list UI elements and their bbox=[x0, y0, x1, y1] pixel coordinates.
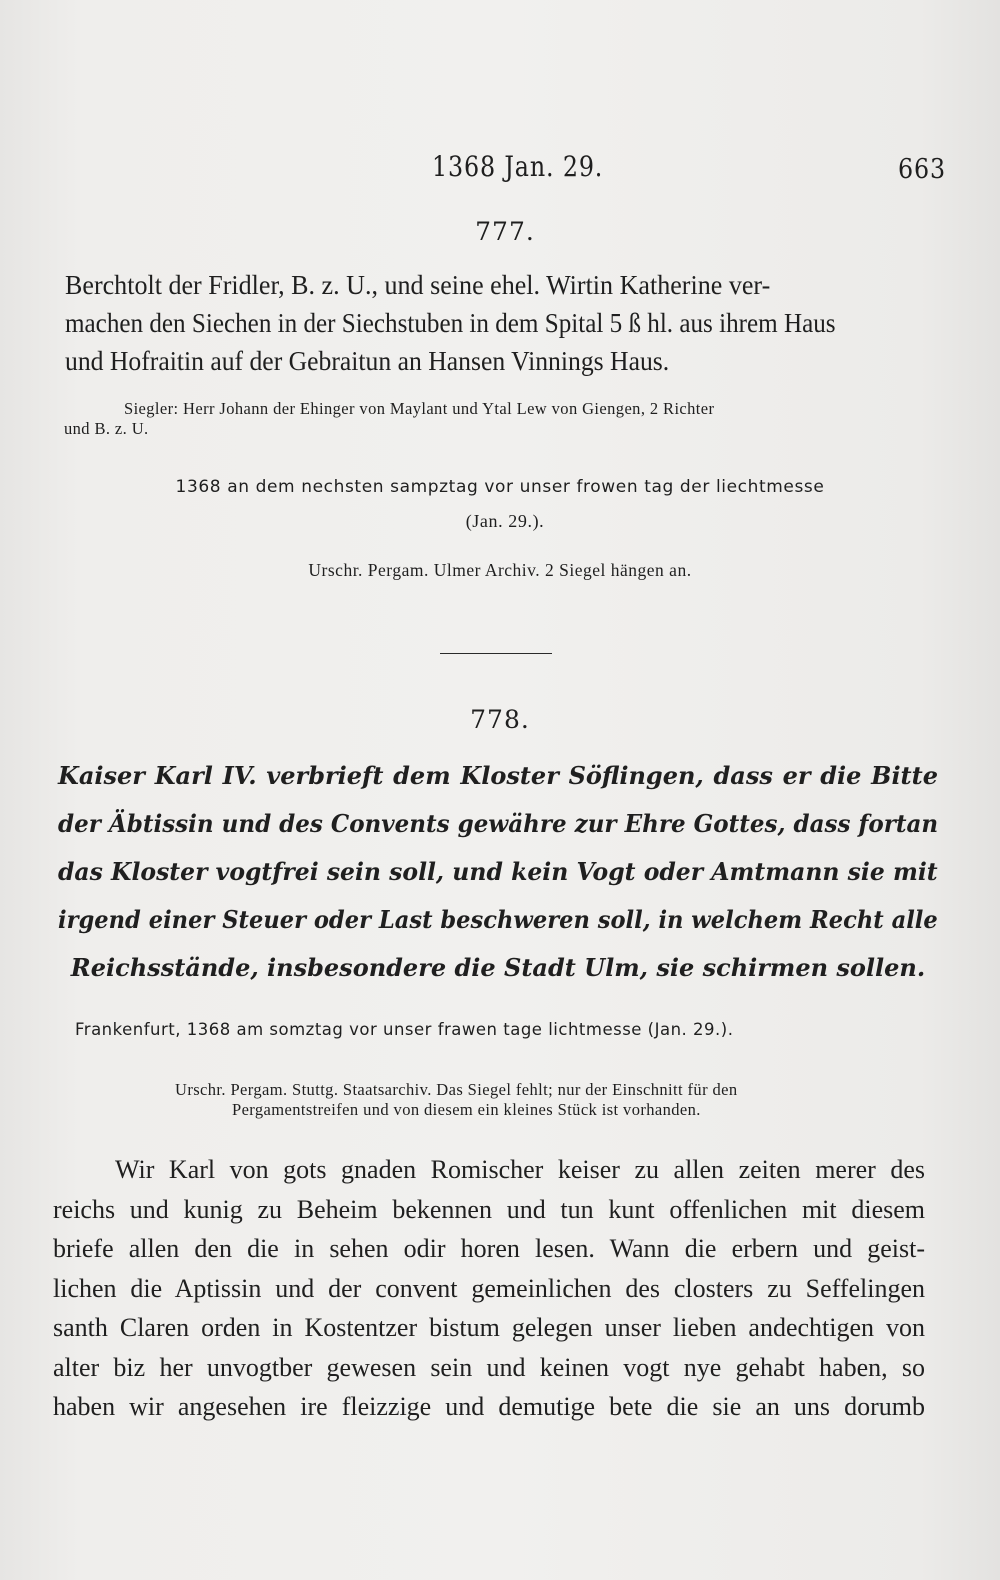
charter-text-line: alter biz her unvogtber gewesen sein und keinen vogt nye gehabt haben, so bbox=[53, 1352, 925, 1382]
charter-text-line: reichs und kunig zu Beheim bekennen und tun kunt offenlichen mit diesem bbox=[53, 1194, 925, 1224]
headnote-778-line: Reichsstände, insbesondere die Stadt Ulm, sie schirmen sollen. bbox=[70, 953, 926, 982]
regest-777-line: Berchtolt der Fridler, B. z. U., und seine ehel. Wirtin Katherine ver- bbox=[65, 270, 771, 300]
headnote-778-line: das Kloster vogtfrei sein soll, und kein Vogt oder Amtmann sie mit bbox=[58, 857, 938, 886]
running-head bbox=[0, 150, 1000, 190]
running-head-date: 1368 Jan. 29. bbox=[432, 150, 604, 183]
siegler-777-line-1: Siegler: Herr Johann der Ehinger von Maylant und Ytal Lew von Giengen, 2 Richter bbox=[124, 399, 715, 418]
headnote-778-line: Kaiser Karl IV. verbrieft dem Kloster Söflingen, dass er die Bitte bbox=[58, 761, 938, 790]
regest-777-line: machen den Siechen in der Siechstuben in dem Spital 5 ß hl. aus ihrem Haus bbox=[65, 308, 836, 338]
regest-777 bbox=[65, 266, 935, 380]
headnote-778 bbox=[58, 752, 938, 992]
date-line-777-text: 1368 an dem nechsten sampztag vor unser frowen tag der liechtmesse bbox=[175, 477, 825, 497]
place-date-778: Frankenfurt, 1368 am somztag vor unser frawen tage lichtmesse (Jan. 29.). bbox=[75, 1020, 734, 1039]
document-number-778: 778. bbox=[470, 705, 530, 734]
headnote-778-line: der Äbtissin und des Convents gewähre zur Ehre Gottes, dass fortan bbox=[58, 809, 939, 838]
section-divider bbox=[440, 653, 552, 654]
charter-text-line: santh Claren orden in Kostentzer bistum gelegen unser lieben andechtigen von bbox=[53, 1313, 925, 1342]
document-number-777: 777. bbox=[475, 217, 535, 246]
headnote-778-line: irgend einer Steuer oder Last beschweren soll, in welchem Recht alle bbox=[58, 905, 938, 934]
charter-text-line: Wir Karl von gots gnaden Romischer keiser zu allen zeiten merer des bbox=[115, 1155, 925, 1184]
archive-778-line-1: Urschr. Pergam. Stuttg. Staatsarchiv. Das Siegel fehlt; nur der Einschnitt für den bbox=[175, 1080, 738, 1099]
charter-text-line: briefe allen den die in sehen odir horen lesen. Wann die erbern und geist- bbox=[53, 1234, 925, 1263]
siegler-777-line-2: und B. z. U. bbox=[64, 419, 149, 438]
charter-text-line: lichen die Aptissin und der convent gemeinlichen des closters zu Seffelingen bbox=[53, 1273, 925, 1303]
date-line-777 bbox=[0, 470, 1000, 538]
charter-text-line: haben wir angesehen ire fleizzige und demutige bete die sie an uns dorumb bbox=[53, 1392, 925, 1421]
archive-777: Urschr. Pergam. Ulmer Archiv. 2 Siegel hängen an. bbox=[308, 560, 692, 580]
date-line-777-julian: (Jan. 29.). bbox=[465, 511, 545, 531]
page-number: 663 bbox=[898, 154, 947, 185]
regest-777-line: und Hofraitin auf der Gebraitun an Hansen Vinnings Haus. bbox=[65, 346, 670, 376]
charter-text-778 bbox=[53, 1150, 925, 1427]
archive-778-line-2: Pergamentstreifen und von diesem ein kleines Stück ist vorhanden. bbox=[232, 1100, 701, 1119]
